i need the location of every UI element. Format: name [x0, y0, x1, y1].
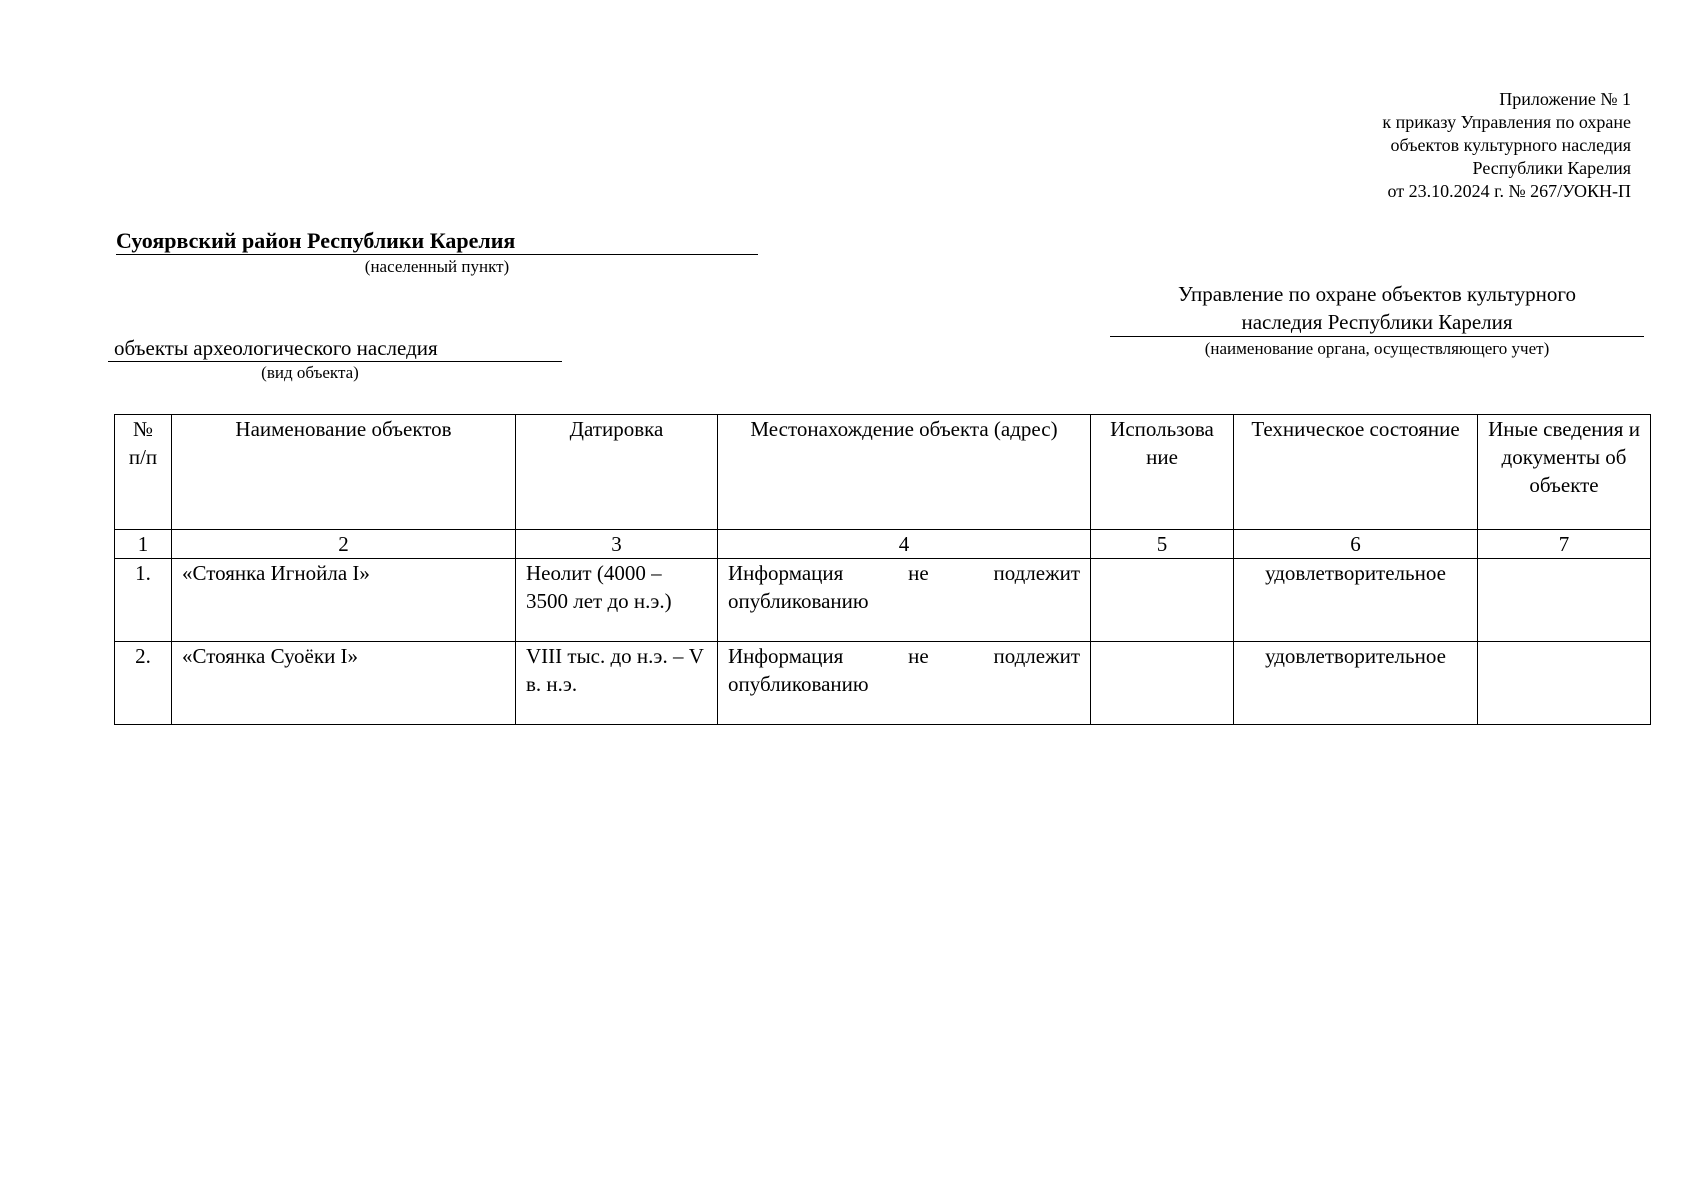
appendix-header [1382, 88, 1631, 203]
authority-line: Управление по охране объектов культурного [1178, 282, 1576, 306]
header-cell-num: № п/п [115, 415, 172, 530]
object-name: «Стоянка Игнойла I» [172, 559, 516, 642]
district-field: Суоярвский район Республики Карелия [116, 228, 758, 255]
column-number: 4 [718, 530, 1091, 559]
column-number: 5 [1091, 530, 1234, 559]
table-row [115, 559, 1651, 642]
location-word: подлежит [993, 561, 1080, 585]
object-type-caption: (вид объекта) [261, 363, 359, 382]
appendix-line: Республики Карелия [1472, 158, 1631, 178]
location-line: опубликованию [728, 589, 869, 613]
location-line [728, 559, 1080, 587]
object-name: «Стоянка Суоёки I» [172, 642, 516, 725]
column-number: 2 [172, 530, 516, 559]
row-number: 2. [115, 642, 172, 725]
column-number: 1 [115, 530, 172, 559]
appendix-line: от 23.10.2024 г. № 267/УОКН-П [1387, 181, 1631, 201]
object-state: удовлетворительное [1234, 559, 1478, 642]
authority-caption: (наименование органа, осуществляющего учет) [1204, 339, 1550, 358]
appendix-line: объектов культурного наследия [1390, 135, 1631, 155]
header-cell-usage: Использова ние [1091, 415, 1234, 530]
object-state: удовлетворительное [1234, 642, 1478, 725]
column-number: 3 [516, 530, 718, 559]
column-number-row [115, 530, 1651, 559]
row-number: 1. [115, 559, 172, 642]
header-cell-location: Местонахождение объекта (адрес) [718, 415, 1091, 530]
header-cell-dating: Датировка [516, 415, 718, 530]
object-location [718, 642, 1091, 725]
appendix-line: к приказу Управления по охране [1382, 112, 1631, 132]
registry-table [114, 414, 1651, 725]
appendix-line: Приложение № 1 [1499, 89, 1631, 109]
table-header-row [115, 415, 1651, 530]
location-line: опубликованию [728, 672, 869, 696]
header-cell-state: Техническое состояние [1234, 415, 1478, 530]
table-row [115, 642, 1651, 725]
header-cell-name: Наименование объектов [172, 415, 516, 530]
location-word: не [908, 644, 929, 668]
object-other [1478, 559, 1651, 642]
authority-field [1110, 280, 1644, 337]
object-dating: VIII тыс. до н.э. – V в. н.э. [516, 642, 718, 725]
location-line [728, 642, 1080, 670]
column-number: 7 [1478, 530, 1651, 559]
location-word: Информация [728, 561, 844, 585]
location-word: не [908, 561, 929, 585]
object-usage [1091, 642, 1234, 725]
object-other [1478, 642, 1651, 725]
column-number: 6 [1234, 530, 1478, 559]
object-location [718, 559, 1091, 642]
object-type-field: объекты археологического наследия [108, 335, 562, 362]
location-word: подлежит [993, 644, 1080, 668]
authority-line: наследия Республики Карелия [1241, 310, 1513, 334]
object-dating: Неолит (4000 – 3500 лет до н.э.) [516, 559, 718, 642]
header-cell-other: Иные сведения и документы об объекте [1478, 415, 1651, 530]
location-word: Информация [728, 644, 844, 668]
district-caption: (населенный пункт) [364, 257, 510, 276]
object-usage [1091, 559, 1234, 642]
